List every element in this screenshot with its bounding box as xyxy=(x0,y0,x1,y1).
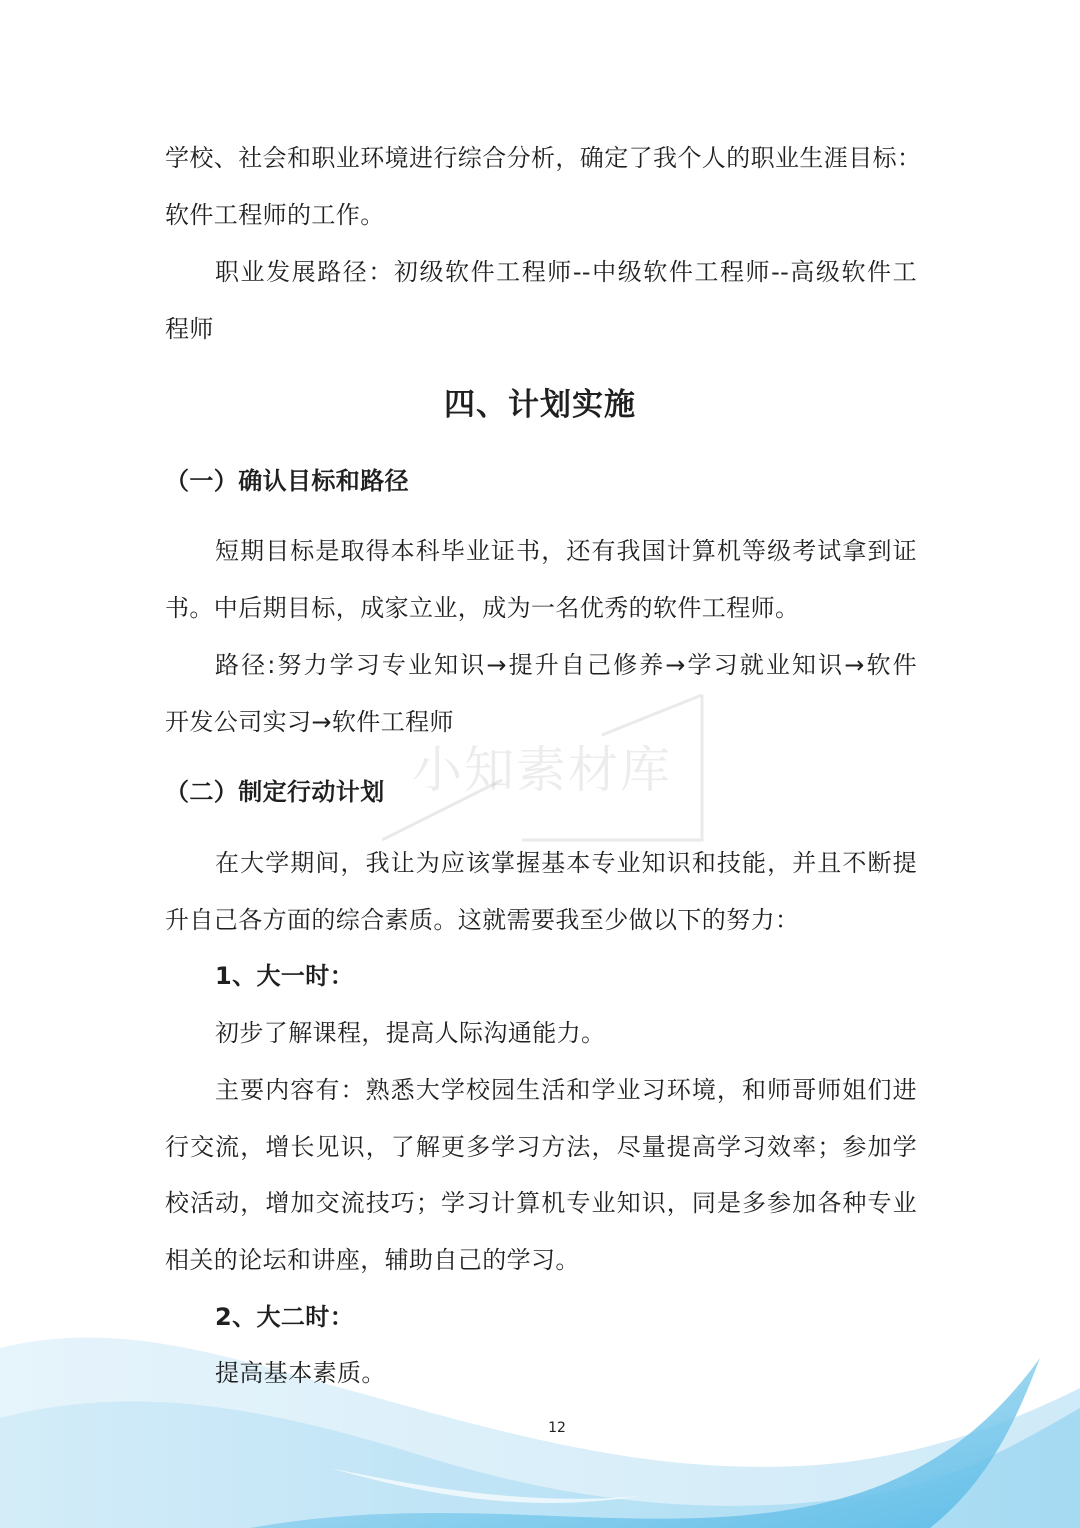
subsection-title-1: （一）确认目标和路径 xyxy=(165,467,409,495)
paragraph-line-9: 在大学期间，我让为应该掌握基本专业知识和技能，并且不断提 xyxy=(215,849,917,877)
subsection-title-2: （二）制定行动计划 xyxy=(165,778,385,806)
paragraph-line-16: 提高基本素质。 xyxy=(215,1359,386,1387)
paragraph-line-4: 程师 xyxy=(165,315,214,343)
paragraph-line-12: 主要内容有：熟悉大学校园生活和学业习环境，和师哥师姐们进 xyxy=(215,1076,917,1104)
paragraph-line-13: 行交流，增长见识，了解更多学习方法，尽量提高学习效率；参加学 xyxy=(165,1133,917,1161)
paragraph-line-14: 校活动，增加交流技巧；学习计算机专业知识，同是多参加各种专业 xyxy=(165,1189,917,1217)
paragraph-line-6: 书。中后期目标，成家立业，成为一名优秀的软件工程师。 xyxy=(165,594,800,622)
paragraph-line-1: 学校、社会和职业环境进行综合分析，确定了我个人的职业生涯目标： xyxy=(165,144,922,172)
paragraph-line-8: 开发公司实习→软件工程师 xyxy=(165,708,454,736)
paragraph-line-11: 初步了解课程，提高人际沟通能力。 xyxy=(215,1019,606,1047)
paragraph-line-10: 升自己各方面的综合素质。这就需要我至少做以下的努力： xyxy=(165,906,800,934)
paragraph-line-15: 相关的论坛和讲座，辅助自己的学习。 xyxy=(165,1246,580,1274)
list-item-heading-1: 1、大一时： xyxy=(215,962,355,990)
page-number: 12 xyxy=(548,1420,566,1436)
paragraph-line-7: 路径:努力学习专业知识→提升自己修养→学习就业知识→软件 xyxy=(215,651,917,679)
paragraph-line-3: 职业发展路径：初级软件工程师--中级软件工程师--高级软件工 xyxy=(215,258,917,286)
paragraph-line-5: 短期目标是取得本科毕业证书，还有我国计算机等级考试拿到证 xyxy=(215,537,917,565)
section-title: 四、计划实施 xyxy=(444,387,636,423)
list-item-heading-2: 2、大二时： xyxy=(215,1303,355,1331)
watermark-text: 小知素材库 xyxy=(412,741,672,799)
paragraph-line-2: 软件工程师的工作。 xyxy=(165,201,385,229)
